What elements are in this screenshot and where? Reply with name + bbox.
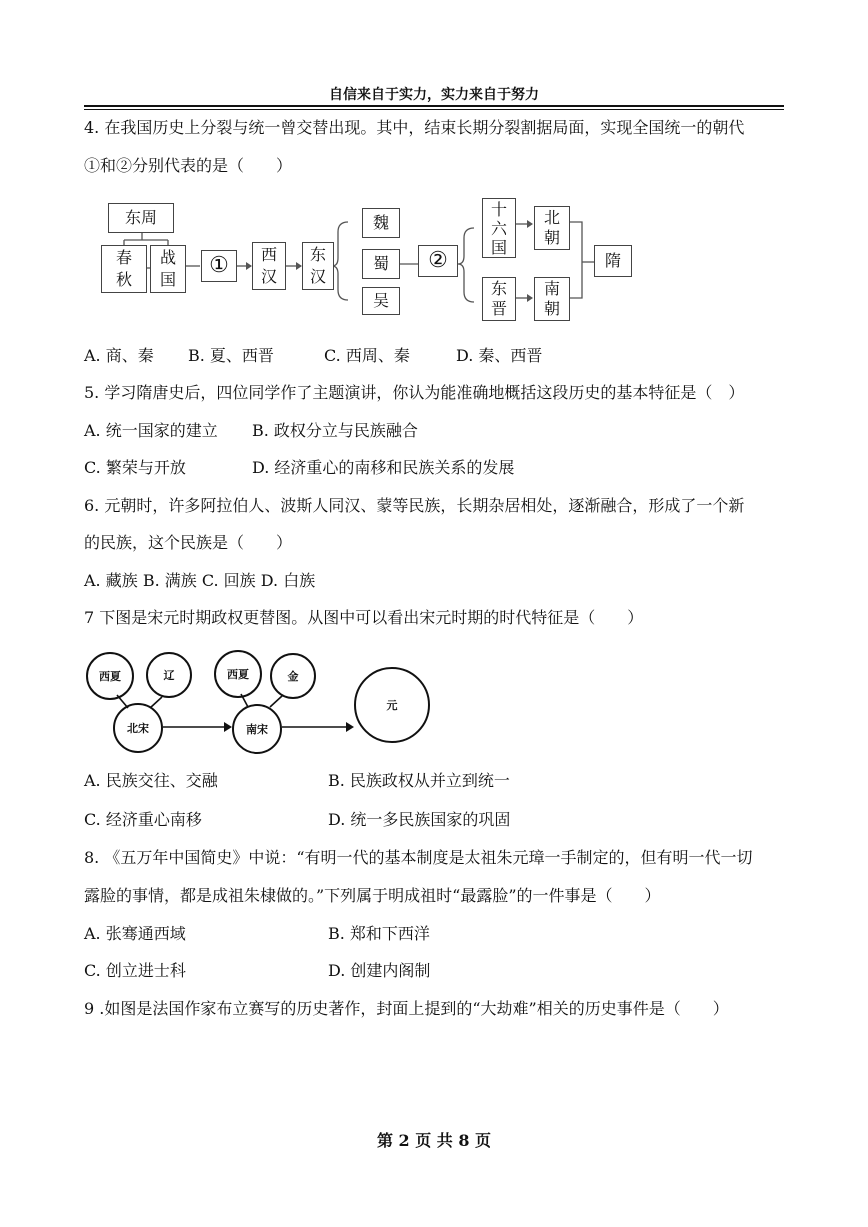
q4-box-shu: 蜀 <box>362 249 400 279</box>
q8-option-d[interactable]: D. 创建内阁制 <box>328 961 431 980</box>
q4-box-zhanguo-char1: 战 <box>159 248 176 267</box>
q8-option-c[interactable]: C. 创立进士科 <box>84 961 186 980</box>
page-footer-number: 第 2 页 共 8 页 <box>376 1131 492 1150</box>
q5-option-d[interactable]: D. 经济重心的南移和民族关系的发展 <box>252 458 515 477</box>
q7-stem: 7 下图是宋元时期政权更替图。从图中可以看出宋元时期的时代特征是（ ） <box>84 608 644 627</box>
q5-option-a[interactable]: A. 统一国家的建立 <box>84 421 218 440</box>
q9-stem: 9 .如图是法国作家布立赛写的历史著作，封面上提到的“大劫难”相关的历史事件是（ ） <box>84 999 729 1018</box>
q7-circle-nansong: 南宋 <box>232 704 282 754</box>
q5-option-b[interactable]: B. 政权分立与民族融合 <box>252 421 418 440</box>
q8-option-a[interactable]: A. 张骞通西域 <box>84 924 186 943</box>
q4-box-sui: 隋 <box>594 245 632 277</box>
q4-option-d[interactable]: D. 秦、西晋 <box>456 346 543 365</box>
q4-option-c[interactable]: C. 西周、秦 <box>324 346 410 365</box>
q4-box-dongjin-char2: 晋 <box>490 299 507 318</box>
q4-box-nanchao-char2: 朝 <box>543 299 560 318</box>
q8-stem-line1: 8. 《五万年中国简史》中说：“有明一代的基本制度是太祖朱元璋一手制定的，但有明一代一切 <box>84 848 753 867</box>
q4-box-beichao-char1: 北 <box>543 208 560 227</box>
q8-stem-line2: 露脸的事情，都是成祖朱棣做的。”下列属于明成祖时“最露脸”的一件事是（ ） <box>84 886 661 905</box>
q4-box-beichao-char2: 朝 <box>543 228 560 247</box>
q4-option-a[interactable]: A. 商、秦 <box>84 346 154 365</box>
q4-box-dongzhou: 东周 <box>108 203 174 233</box>
q7-option-d[interactable]: D. 统一多民族国家的巩固 <box>328 810 511 829</box>
q4-box-dongjin-char1: 东 <box>490 279 507 298</box>
q4-box-wu: 吴 <box>362 287 400 315</box>
q7-circle-liao: 辽 <box>146 652 192 698</box>
q4-box-chunqiu-char1: 春 <box>115 248 132 267</box>
page-header-motto: 自信来自于实力，实力来自于努力 <box>329 87 539 103</box>
q7-circle-beisong: 北宋 <box>113 703 163 753</box>
q4-box-shiliuguo-char2: 六 <box>490 218 507 238</box>
q8-option-b[interactable]: B. 郑和下西洋 <box>328 924 430 943</box>
q4-box-shiliuguo-char1: 十 <box>490 199 507 219</box>
q4-box-xihan-char1: 西 <box>260 245 277 264</box>
q7-option-a[interactable]: A. 民族交往、交融 <box>84 771 218 790</box>
q4-box-wei: 魏 <box>362 208 400 238</box>
q4-box-chunqiu-char2: 秋 <box>115 270 132 289</box>
q7-circle-yuan: 元 <box>354 667 430 743</box>
q4-box-zhanguo-char2: 国 <box>159 270 176 289</box>
q4-box-donghan-char2: 汉 <box>309 267 326 286</box>
q7-option-c[interactable]: C. 经济重心南移 <box>84 810 202 829</box>
q7-circle-xixia-1: 西夏 <box>86 652 134 700</box>
q4-stem-line1: 4. 在我国历史上分裂与统一曾交替出现。其中，结束长期分裂割据局面，实现全国统一的朝代 <box>84 118 745 137</box>
q6-stem-line1: 6. 元朝时，许多阿拉伯人、波斯人同汉、蒙等民族，长期杂居相处，逐渐融合，形成了一个新 <box>84 496 745 515</box>
q4-box-nanchao-char1: 南 <box>543 279 560 298</box>
q4-box-mark2: ② <box>418 245 458 277</box>
q7-circle-jin: 金 <box>270 653 316 699</box>
q4-box-mark1: ① <box>201 250 237 282</box>
q4-stem-line2: ①和②分别代表的是（ ） <box>84 156 293 175</box>
q6-options[interactable]: A. 藏族 B. 满族 C. 回族 D. 白族 <box>84 571 316 590</box>
q7-option-b[interactable]: B. 民族政权从并立到统一 <box>328 771 510 790</box>
q4-box-donghan-char1: 东 <box>309 245 326 264</box>
q7-circle-xixia-2: 西夏 <box>214 650 262 698</box>
q4-box-shiliuguo-char3: 国 <box>490 237 507 257</box>
q4-box-xihan-char2: 汉 <box>260 267 277 286</box>
q5-stem: 5. 学习隋唐史后，四位同学作了主题演讲，你认为能准确地概括这段历史的基本特征是（ ） <box>84 383 745 402</box>
q6-stem-line2: 的民族，这个民族是（ ） <box>84 533 293 552</box>
q4-option-b[interactable]: B. 夏、西晋 <box>188 346 274 365</box>
q5-option-c[interactable]: C. 繁荣与开放 <box>84 458 186 477</box>
